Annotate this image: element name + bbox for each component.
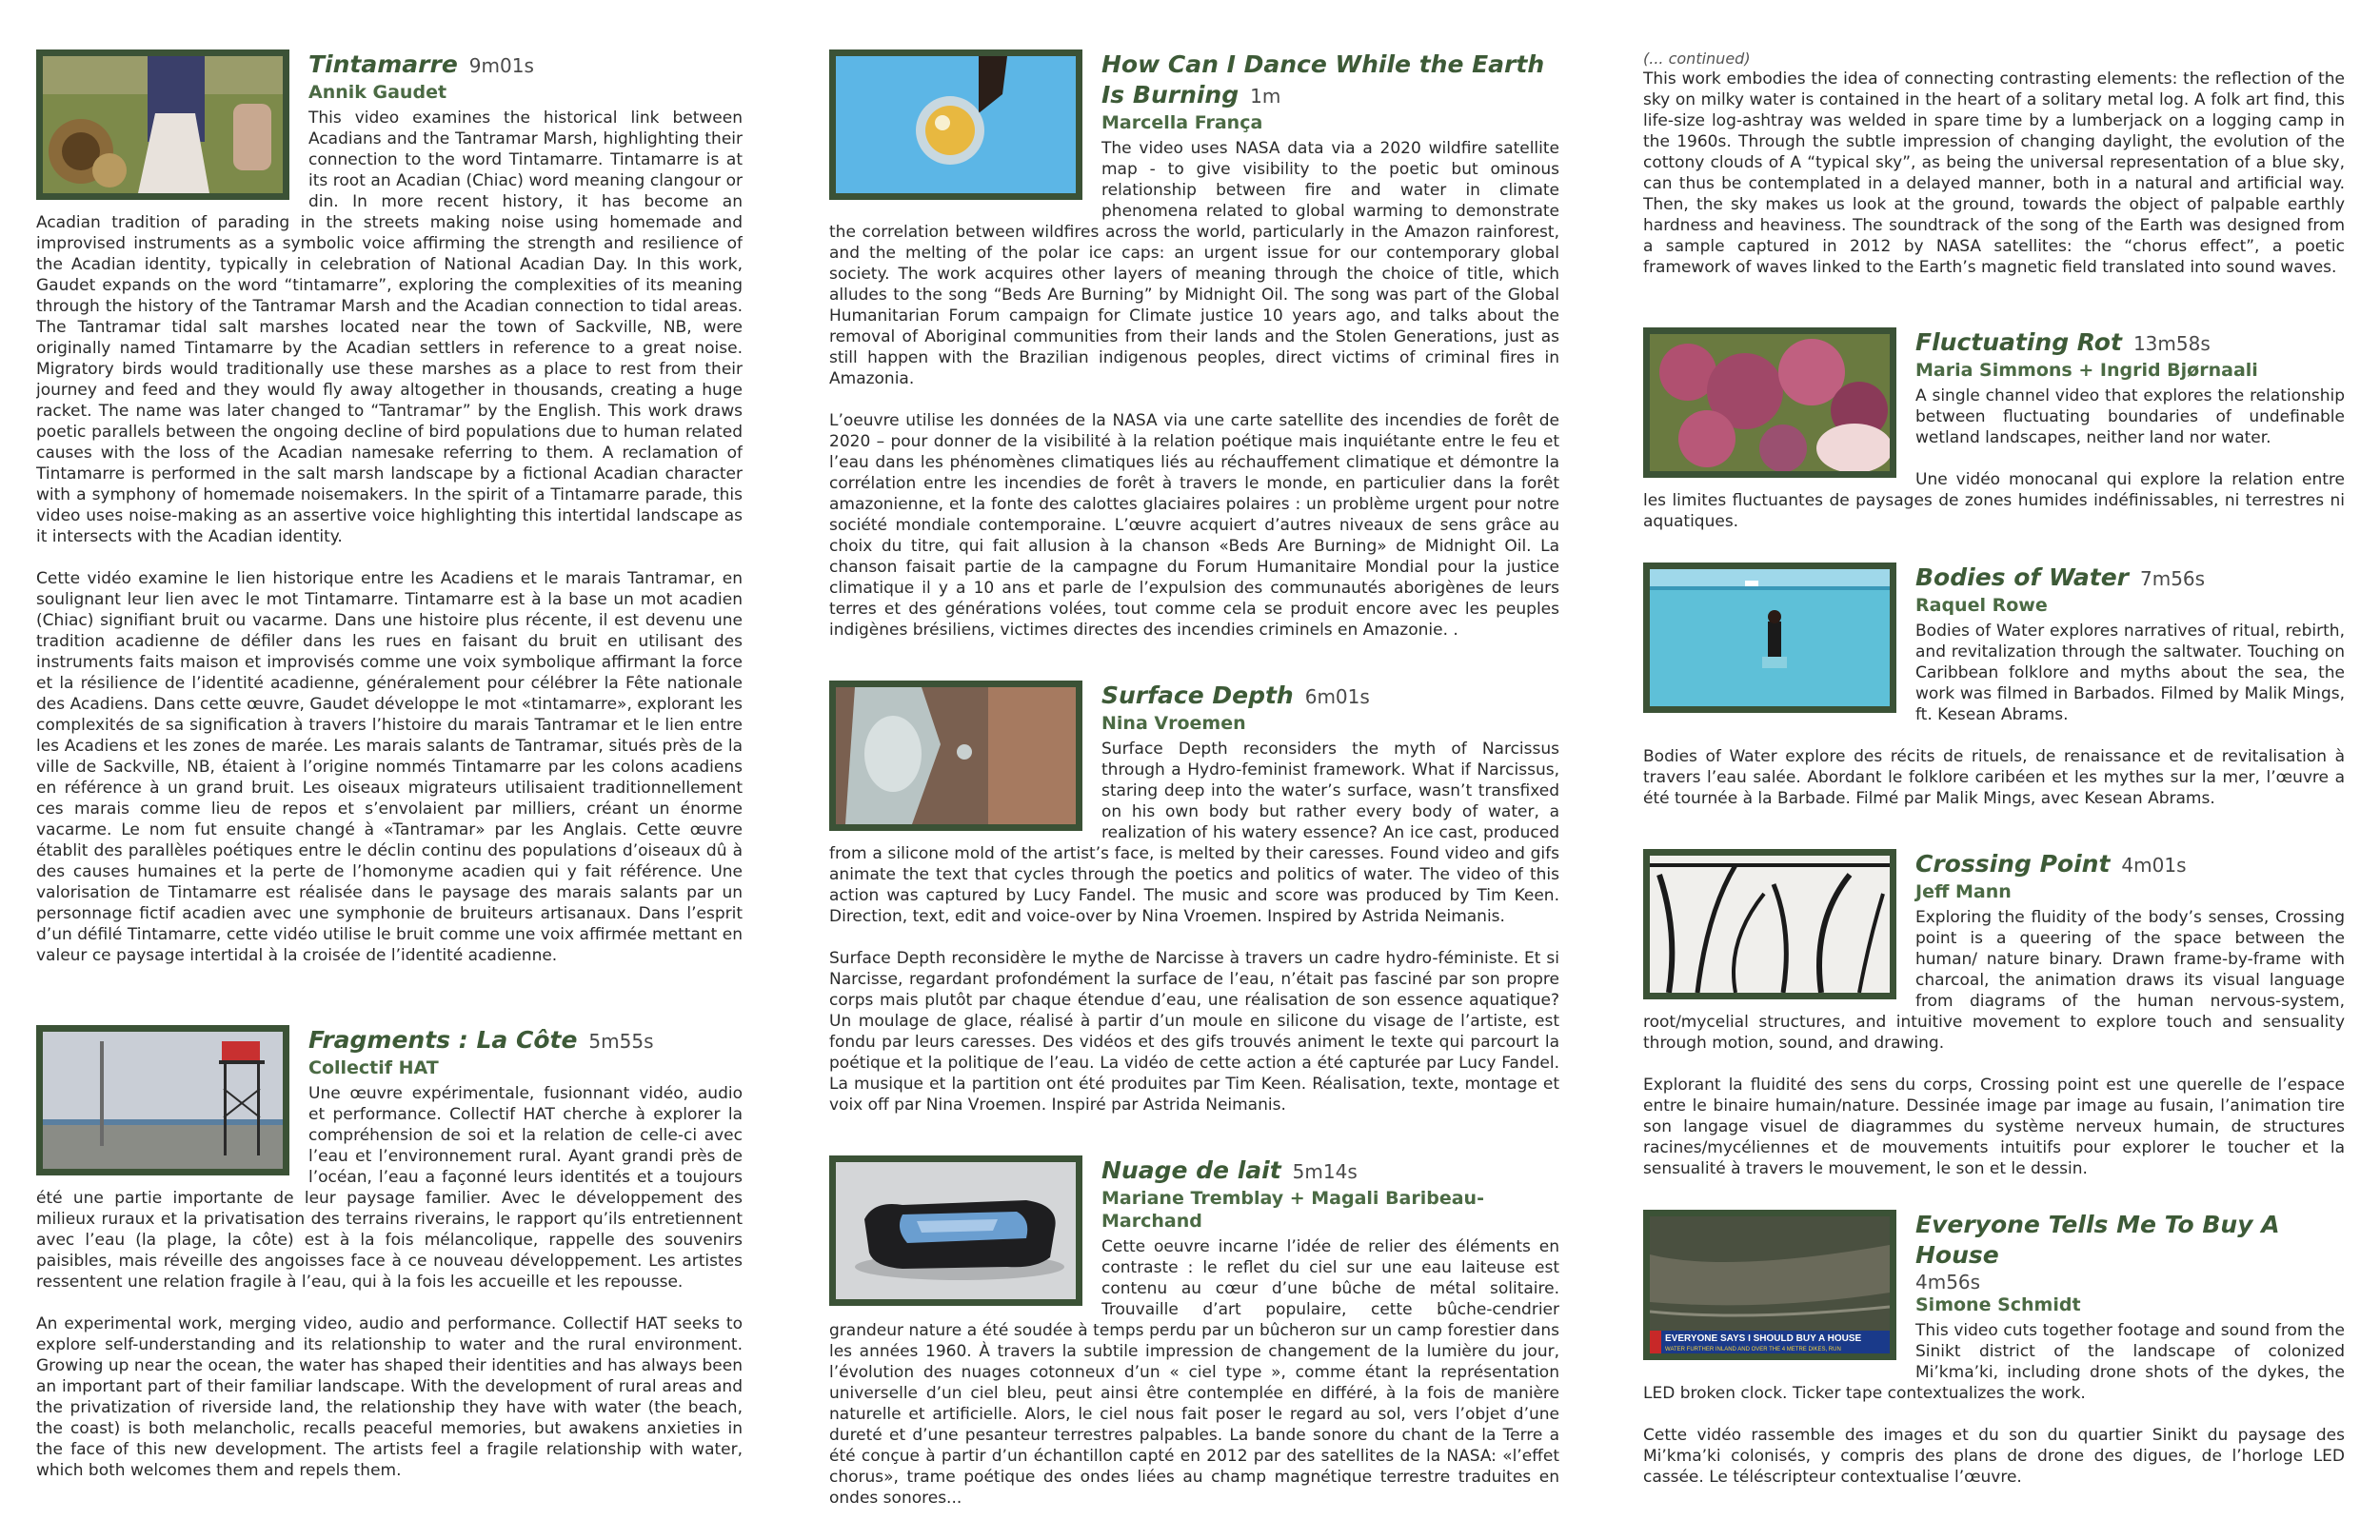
title-text: Tintamarre (308, 50, 458, 78)
entry-nuage-de-lait (829, 1155, 1559, 1530)
duration: 7m56s (2139, 567, 2206, 590)
duration: 4m56s (1915, 1271, 1981, 1293)
description-en: This video cuts together footage and sound from the Sinikt district of the landscape of colonized Mi’kma’ki, including drone shots of the dykes, the LED broken clock. Ticker tape contextualizes the work. (1643, 1321, 2345, 1403)
continued-label: (... continued) (1643, 49, 1751, 68)
entry-fluctuating-rot (1643, 327, 2345, 553)
title-text: Nuage de lait (1101, 1156, 1281, 1184)
entry-everyone-tells-me (1643, 1210, 2345, 1509)
entry-fragments-la-cote (36, 1025, 743, 1502)
title-text: Fragments : La Côte (308, 1026, 578, 1054)
description-fr: Bodies of Water explore des récits de rituels, de renaissance et de revitalisation à travers l’eau salée. Abordant le folklore caribéen et les mythes sur la mer, l’œuvre a été tournée à la Barbade. Filmé par Malik Mings, avec Kesean Abrams. (1643, 747, 2345, 808)
description-en: Surface Depth reconsiders the myth of Narcissus through a Hydro-feminist framework. What if Narcissus, staring deep into the water’s surface, wasn’t transfixed on his own body but rather every body of water, a realization of his watery essence? An ice cast, produced from a silicone mold of the artist’s face, is melted by their caresses. Found video and gifs animate the text that cycles through the poetics and politics of water. The video of this action was captured by Lucy Fandel. The music and score was produced by Tim Keen. Direction, text, edit and voice-over by Nina Vroemen. Inspired by Astrida Neimanis. (829, 740, 1559, 926)
thumbnail-surface-depth (829, 681, 1082, 831)
duration: 13m58s (2132, 332, 2211, 355)
title-text: Crossing Point (1915, 850, 2111, 878)
description-en: Exploring the fluidity of the body’s senses, Crossing point is a queering of the space between the human/ nature binary. Drawn frame-by-frame with charcoal, the animation draws its visual language from diagrams of the human nervous-system, root/mycelial structures, and intuitive movement to explore touch and sensuality through motion, sound, and drawing. (1643, 908, 2345, 1053)
column-left (36, 49, 743, 1502)
thumbnail-everyone-tells-me (1643, 1210, 1896, 1360)
description-fr: L’oeuvre utilise les données de la NASA via une carte satellite des incendies de forêt de 2020 – pour donner de la visibilité à la relation poétique mais inquiétante entre le feu et l’eau dans les phénomènes climatiques liés au réchauffement climatique et démontre la corrélation entre les incendies de forêt à travers le monde, en particulier dans la forêt amazonienne, et la fonte des calottes glaciaires polaires : un problème urgent pour notre société mondiale contemporaine. L’œuvre acquiert d’autres niveaux de sens grâce au choix du titre, qui fait allusion à la chanson «Beds Are Burning» de Midnight Oil. La chanson faisait partie de la campagne du Forum Humanitaire Mondial pour la justice climatique il y a 10 ans et parle de l’expulsion des communautés aborigènes de leurs terres et des générations volées, tout comme cela se produit encore avec les peuples indigènes brésiliens, victimes directes des incendies criminels en Amazonie. . (829, 411, 1559, 640)
description-fr: Une vidéo monocanal qui explore la relation entre les limites fluctuantes de paysages de zones humides indéfinissables, ni terrestres ni aquatiques. (1643, 470, 2345, 531)
entry-how-can-i-dance (829, 49, 1559, 661)
column-right (1643, 49, 2345, 1509)
column-middle (829, 49, 1559, 1530)
author: Collectif HAT (308, 1057, 439, 1078)
thumbnail-crossing-point (1643, 849, 1896, 999)
thumbnail-fluctuating-rot (1643, 327, 1896, 478)
author: Nina Vroemen (1101, 713, 1246, 734)
description-en: An experimental work, merging video, audio and performance. Collectif HAT seeks to explore self-understanding and its relationship to water and the rural environment. Growing up near the ocean, the water has shaped their identities and has always been an important part of their familiar landscape. With the development of rural areas and the privatization of riverside land, the relationship they have with water (the beach, the coast) is both melancholic, recalls peaceful memories, but awakens anxieties in the face of this new development. The artists feel a fragile relationship with water, which both welcomes them and repels them. (36, 1314, 743, 1480)
duration: 4m01s (2121, 854, 2187, 877)
description-en: A single channel video that explores the relationship between fluctuating boundaries of undefinable wetland landscapes, neither land nor water. (1915, 386, 2345, 447)
author: Mariane Tremblay + Magali Baribeau-Marchand (1101, 1188, 1484, 1232)
title-text: Surface Depth (1101, 681, 1294, 709)
author: Jeff Mann (1915, 881, 2012, 902)
description-fr: Cette oeuvre incarne l’idée de relier des éléments en contraste : le reflet du ciel sur une eau laiteuse est contenu au cœur d’une bûche de métal solitaire. Trouvaille d’art populaire, cette bûche-cendrier grandeur nature a été soudée à temps perdu par un bûcheron sur un camp forestier dans les années 1960. À travers la subtile impression de changement de la lumière du jour, l’évolution des nuages cotonneux d’un « ciel type », comme étant la représentation universelle d’un ciel bleu, peut ainsi être contemplée en différé, à la fois de manière naturelle et artificielle. Alors, le ciel nous fait poser le regard au sol, vers l’objet d’une dureté et d’une pesanteur terrestres palpables. La bande sonore du chant de la Terre a été conçue à partir d’un échantillon capté en 2012 par des satellites de la NASA: «l’effet chorus», trame poétique des ondes liées au champ magnétique terrestre traduites en ondes sonores... (829, 1237, 1559, 1508)
description-fr: Une œuvre expérimentale, fusionnant vidéo, audio et performance. Collectif HAT cherche à explorer la compréhension de soi et la relation de celle-ci avec l’eau et l’environnement rural. Ayant grandi près de l’océan, l’eau a façonné leurs identités et a toujours été une partie importante de leur paysage familier. Avec le développement des milieux ruraux et la privatisation des terrains riverains, le rapport qu’ils entretiennent avec l’eau (la plage, la côte) est à la fois mélancolique, rappelle des souvenirs paisibles, mais réveille des angoisses face à ce nouveau développement. Les artistes ressentent une relation fragile à l’eau, qui à la fois les accueille et les repousse. (36, 1084, 743, 1292)
duration: 6m01s (1304, 685, 1370, 708)
title-text: Bodies of Water (1915, 563, 2129, 591)
duration: 9m01s (468, 54, 534, 77)
entry-surface-depth (829, 681, 1559, 1136)
entry-tintamarre (36, 49, 743, 987)
duration: 5m14s (1292, 1160, 1358, 1183)
thumbnail-nuage-de-lait (829, 1155, 1082, 1306)
thumbnail-how-can-i-dance (829, 49, 1082, 200)
description-en: This video examines the historical link between Acadians and the Tantramar Marsh, highlighting their connection to the word Tintamarre. Tintamarre is at its root an Acadian (Chiac) word meaning clangour or din. In more recent history, it has become an Acadian tradition of parading in the streets making noise using homemade and improvised instruments as a symbolic voice affirming the strength and resilience of the Acadian identity, typically in celebration of National Acadian Day. In this work, Gaudet expands on the word “tintamarre”, exploring the complexities of its meaning through the history of the Tantramar Marsh and the Acadian connection to tidal areas. The Tantramar tidal salt marshes located near the town of Sackville, NB, were originally named Tintamarre by the Acadian settlers in reference to a great noise. Migratory birds would traditionally use these marshes as a place to rest from their journey and feed and they would fly away altogether in thousands, creating a huge racket. The name was later changed to “Tantramar” by the English. This work draws poetic parallels between the ongoing decline of bird populations due to human related causes with the loss of the Acadian namesake referring to them. A reclamation of Tintamarre is performed in the salt marsh landscape by a fictional Acadian character with a symphony of homemade noisemakers. In the spirit of a Tintamarre parade, this video uses noise-making as an assertive voice highlighting this intertidal landscape as it intersects with the Acadian identity. (36, 109, 743, 546)
duration: 1m (1250, 85, 1281, 108)
thumbnail-bodies-of-water (1643, 563, 1896, 713)
continued-text: This work embodies the idea of connecting contrasting elements: the reflection of the sky on milky water is contained in the heart of a solitary metal log. A folk art find, this life-size log-ashtray was welded in spare time by a lumberjack on a logging camp in the 1960s. Through the subtle impression of changing daylight, the evolution of the cottony clouds of A “typical sky”, as being the universal representation of a blue sky, can thus be contemplated in a delayed manner, both in a natural and artificial way. Then, the sky makes us look at the ground, towards the object of palpable earthly hardness and heaviness. The soundtrack of the song of the Earth was designed from a sample captured in 2012 by NASA satellites: the “chorus effect”, a poetic framework of waves linked to the Earth’s magnetic field translated into sound waves. (1643, 69, 2345, 277)
author: Raquel Rowe (1915, 595, 2048, 616)
author: Marcella França (1101, 112, 1263, 133)
title-text: How Can I Dance While the Earth Is Burning (1101, 50, 1545, 109)
title-text: Everyone Tells Me To Buy A House (1915, 1211, 2280, 1269)
thumbnail-ticker: WATER FURTHER INLAND AND OVER THE 4 METRE DIKES, RUN (1665, 1347, 1841, 1352)
description-fr: Explorant la fluidité des sens du corps, Crossing point est une querelle de l’espace entre le binaire humain/nature. Dessinée image par image au fusain, l’animation tire son langage visuel de diagrammes du système nerveux humain, de structures racines/mycéliennes et de mouvements intuitifs pour explorer le toucher et la sensualité à travers le mouvement, le son et le dessin. (1643, 1076, 2345, 1178)
author: Annik Gaudet (308, 82, 447, 103)
title-text: Fluctuating Rot (1915, 328, 2122, 356)
thumbnail-tintamarre (36, 49, 289, 200)
thumbnail-fragments (36, 1025, 289, 1175)
duration: 5m55s (588, 1030, 654, 1053)
description-en: Bodies of Water explores narratives of ritual, rebirth, and revitalization through the saltwater. Touching on Caribbean folklore and myths about the sea, the work was filmed in Barbados. Filmed by Malik Mings, ft. Kesean Abrams. (1915, 622, 2345, 724)
entry-bodies-of-water (1643, 563, 2345, 830)
thumbnail-caption: EVERYONE SAYS I SHOULD BUY A HOUSE (1665, 1333, 1862, 1344)
entry-continued (1643, 49, 2345, 299)
description-fr: Surface Depth reconsidère le mythe de Narcisse à travers un cadre hydro-féministe. Et si Narcisse, regardant profondément la surface de l’eau, n’était pas fasciné par son propre corps mais plutôt par chaque étendue d’eau, une réalisation de son essence aquatique? Un moulage de glace, réalisé à partir d’un moule en silicone du visage de l’artiste, est fondu par leurs caresses. Des vidéos et des gifs trouvés animent le texte qui parcourt la poétique et la politique de l’eau. La vidéo de cette action a été capturée par Lucy Fandel. La musique et la partition ont été produites par Tim Keen. Réalisation, texte, montage et voix off par Nina Vroemen. Inspiré par Astrida Neimanis. (829, 949, 1559, 1115)
description-fr: Cette vidéo rassemble des images et du son du quartier Sinikt du paysage des Mi’kma’ki colonisés, y compris des plans de drone des digues, de l’horloge LED cassée. Le téléscripteur contextualise l’œuvre. (1643, 1426, 2345, 1487)
description-fr: Cette vidéo examine le lien historique entre les Acadiens et le marais Tantramar, en soulignant leur lien avec le mot Tintamarre. Tintamarre est à la base un mot acadien (Chiac) signifiant bruit ou vacarme. Dans une histoire plus récente, il est devenu une tradition acadienne de défiler dans les rues en faisant du bruit en utilisant des instruments faits maison et improvisés comme une voix symbolique affirmant la force et la résilience de l’identité acadienne, généralement pour célébrer la Fête nationale des Acadiens. Dans cette œuvre, Gaudet développe le mot «tintamarre», explorant les complexités de sa signification à travers l’histoire du marais Tantramar et le lien entre les Acadiens et les zones de marée. Les marais salants de Tantramar, situés près de la ville de Sackville, NB, étaient à l’origine nommés Tintamarre par les colons acadiens en référence à un grand bruit. Les oiseaux migrateurs utilisaient traditionnellement ces marais comme lieu de repos et s’envolaient par milliers, créant un énorme vacarme. Le nom fut ensuite changé à «Tantramar» par les Anglais. Cette œuvre établit des parallèles poétiques entre le déclin continu des populations d’oiseaux dû à des causes humaines et la perte de l’homonyme acadien qui y fait référence. Une valorisation de Tintamarre est réalisée dans le paysage des marais salants par un personnage fictif acadien avec une symphonie de bruiteurs artisanaux. Dans l’esprit d’un défilé Tintamarre, cette vidéo utilise le bruit comme une voix affirmée mettant en valeur ce paysage intertidal à la croisée de l’identité acadienne. (36, 569, 743, 965)
description-en: The video uses NASA data via a 2020 wildfire satellite map - to give visibility to the poetic but ominous relationship between fire and water in climate phenomena related to global warming to demonstrate the correlation between wildfires across the world, particularly in the Amazon rainforest, and the melting of the polar ice caps: an urgent issue for our contemporary global society. The work acquires other layers of meaning through the choice of title, which alludes to the song “Beds Are Burning” by Midnight Oil. The song was part of the Global Humanitarian Forum campaign for Climate justice 10 years ago, and talks about the removal of Aboriginal communities from their lands and the Stolen Generations, just as still happen with the Brazilian indigenous peoples, direct victims of criminal fires in Amazonia. (829, 139, 1559, 388)
author: Simone Schmidt (1915, 1294, 2081, 1315)
entry-crossing-point (1643, 849, 2345, 1200)
author: Maria Simmons + Ingrid Bjørnaali (1915, 360, 2258, 381)
